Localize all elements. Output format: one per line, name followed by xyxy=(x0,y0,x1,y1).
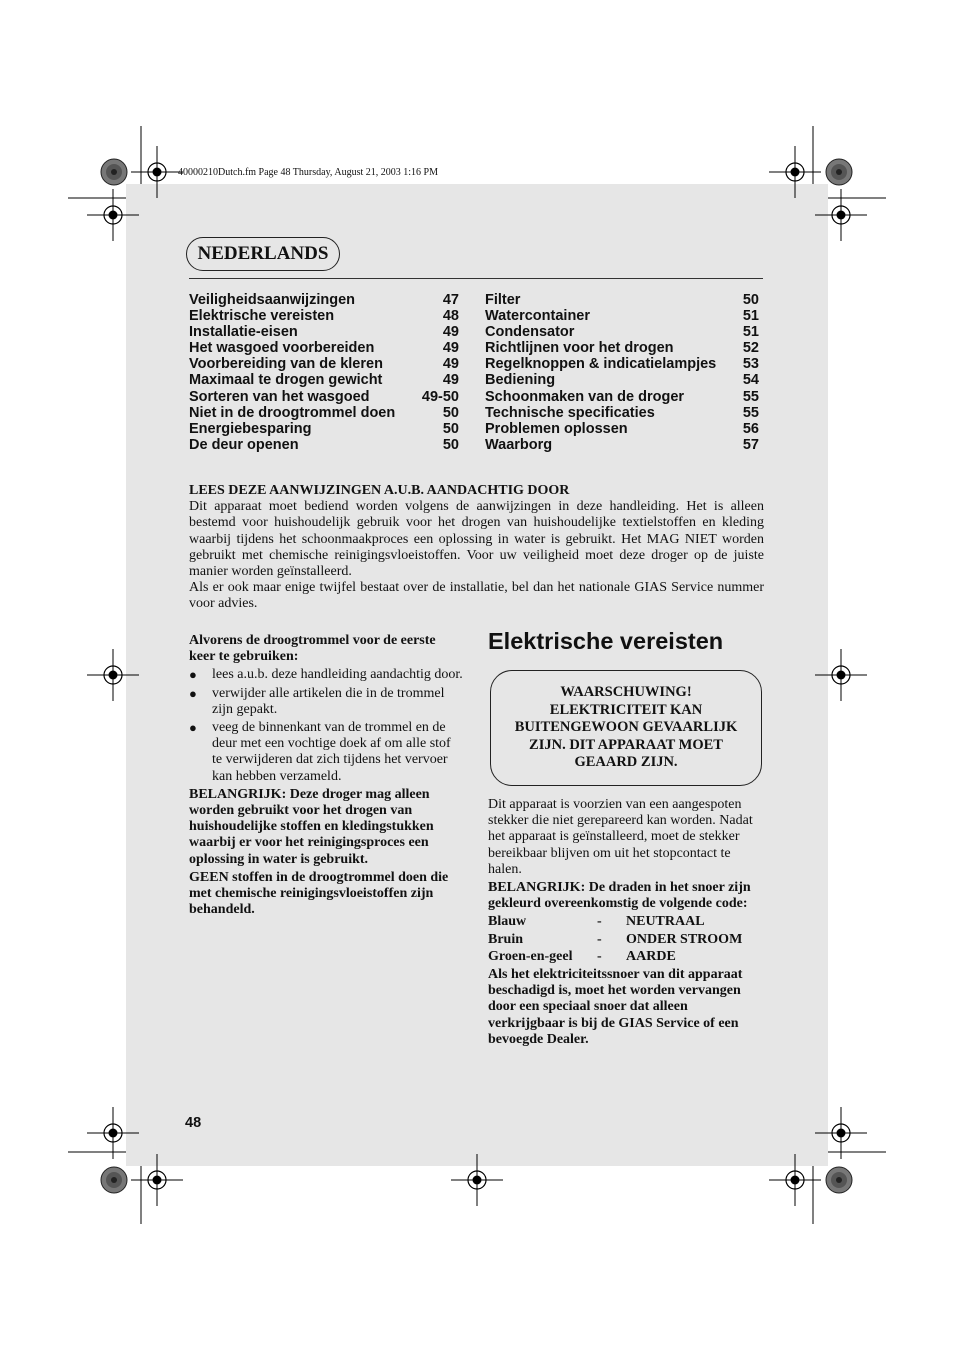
wire-color-table xyxy=(488,913,764,966)
toc-title: Veiligheidsaanwijzingen xyxy=(189,292,355,308)
first-use-section xyxy=(189,633,464,918)
toc-title: Problemen oplossen xyxy=(485,420,628,437)
file-slug: 40000210Dutch.fm Page 48 Thursday, August 21, 2003 1:16 PM xyxy=(178,167,438,178)
toc-page: 49-50 xyxy=(421,388,459,405)
intro-section xyxy=(189,483,764,613)
toc-title: Het wasgoed voorbereiden xyxy=(189,340,375,357)
table-row: Bruin - ONDER STROOM xyxy=(488,931,743,947)
language-label: NEDERLANDS xyxy=(186,237,340,271)
bullet-icon: ● xyxy=(189,720,197,736)
toc-title: Voorbereiding van de kleren xyxy=(189,356,383,373)
toc-entry xyxy=(485,405,759,421)
toc-title: Niet in de droogtrommel doen xyxy=(189,404,396,421)
toc-entry xyxy=(485,308,759,324)
toc-title: Maximaal te drogen gewicht xyxy=(189,372,383,389)
toc-entry xyxy=(189,308,459,324)
section-title: Elektrische vereisten xyxy=(488,628,724,654)
plug-paragraph: Dit apparaat is voorzien van een aangespoten stekker die niet gerepareerd kan worden. Nadat het apparaat is geïnstalleerd, moet de stekker bereikbaar blijven om uit het stopcontact te halen. xyxy=(488,797,753,877)
toc-title: Energiebesparing xyxy=(189,420,312,437)
warning-text: WAARSCHUWING! ELEKTRICITEIT KAN BUITENGEWOON GEVAARLIJK ZIJN. DIT APPARAAT MOET GEAARD ZIJN. xyxy=(514,684,738,771)
toc-title: Elektrische vereisten xyxy=(189,308,335,325)
toc-title: Richtlijnen voor het drogen xyxy=(485,340,674,357)
electrical-section xyxy=(488,797,764,1048)
table-row: Blauw - NEUTRAAL xyxy=(488,914,705,930)
toc-entry xyxy=(485,389,759,405)
toc-page: 50 xyxy=(742,292,759,308)
toc-entry xyxy=(189,324,459,340)
toc-entry xyxy=(189,372,459,388)
intro-heading: LEES DEZE AANWIJZINGEN A.U.B. AANDACHTIG DOOR xyxy=(189,483,570,498)
toc-title: Schoonmaken van de droger xyxy=(485,388,685,405)
list-item: ● lees a.u.b. deze handleiding aandachtig door. xyxy=(189,667,463,683)
toc-page: 51 xyxy=(742,308,759,325)
toc-page: 51 xyxy=(742,324,759,341)
toc-page: 55 xyxy=(742,404,759,421)
toc-page: 49 xyxy=(442,324,459,341)
toc-entry xyxy=(485,356,759,372)
toc-title: Watercontainer xyxy=(485,308,591,325)
toc-entry xyxy=(189,437,459,453)
toc-page: 52 xyxy=(742,340,759,357)
toc-page: 53 xyxy=(742,356,759,373)
wire-code-intro: BELANGRIJK: De draden in het snoer zijn gekleurd overeenkomstig de volgende code: xyxy=(488,880,751,912)
toc-entry xyxy=(189,405,459,421)
page-number: 48 xyxy=(185,1115,202,1131)
toc-page: 56 xyxy=(742,420,759,437)
toc-page: 49 xyxy=(442,356,459,373)
toc-page: 57 xyxy=(742,436,759,453)
toc-title: De deur openen xyxy=(189,436,299,453)
toc-entry xyxy=(485,324,759,340)
toc-page: 49 xyxy=(442,372,459,389)
toc-title: Condensator xyxy=(485,324,575,341)
toc-page: 55 xyxy=(742,388,759,405)
toc-entry xyxy=(485,372,759,388)
toc-entry xyxy=(189,292,459,308)
toc-page: 50 xyxy=(442,420,459,437)
toc-entry xyxy=(485,437,759,453)
bullet-icon: ● xyxy=(189,667,197,683)
toc-entry xyxy=(485,421,759,437)
toc-title: Technische specificaties xyxy=(485,404,655,421)
first-use-heading: Alvorens de droogtrommel voor de eerste keer te gebruiken: xyxy=(189,633,436,665)
toc-entry xyxy=(189,421,459,437)
toc-page: 49 xyxy=(442,340,459,357)
first-use-list xyxy=(189,667,464,784)
toc-entry xyxy=(189,340,459,356)
cord-replacement-note: Als het elektriciteitssnoer van dit apparaat beschadigd is, moet het worden vervangen door een speciaal snoer dat alleen verkrijgbaar is bij de GIAS Service of een bevoegde Dealer. xyxy=(488,966,743,1047)
important-note-2: GEEN stoffen in de droogtrommel doen die met chemische reinigingsvloeistoffen zijn behandeld. xyxy=(189,869,449,918)
intro-paragraph: Dit apparaat moet bediend worden volgens de aanwijzingen in deze handleiding. Het is alleen bestemd voor huishoudelijk gebruik voor het drogen van huishoudelijke textielstoffen en kleding waarbij tijdens het schoonmaakproces een oplossing in water is gebruikt. Het MAG NIET worden gebruikt met chemische reinigingsvloeistoffen. Voor uw veiligheid moet deze droger op de juiste manier worden geïnstalleerd. xyxy=(189,499,764,580)
toc-entry xyxy=(485,340,759,356)
warning-box xyxy=(490,670,762,786)
toc-entry xyxy=(485,292,759,308)
toc-page: 47 xyxy=(442,292,459,308)
toc-title: Bediening xyxy=(485,372,556,389)
bullet-icon: ● xyxy=(189,685,197,701)
toc-right-column xyxy=(485,292,759,453)
toc-page: 50 xyxy=(442,436,459,453)
toc-title: Filter xyxy=(485,292,521,308)
toc-entry xyxy=(189,356,459,372)
table-row: Groen-en-geel - AARDE xyxy=(488,949,676,965)
toc-title: Regelknoppen & indicatielampjes xyxy=(485,356,717,373)
toc-title: Sorteren van het wasgoed xyxy=(189,388,370,405)
header-rule xyxy=(189,278,763,279)
list-item: ● veeg de binnenkant van de trommel en de deur met een vochtige doek af om alle stof te verwijderen dat zich tijdens het vervoer kan hebben verzameld. xyxy=(189,720,451,784)
toc-page: 48 xyxy=(442,308,459,325)
toc-left-column xyxy=(189,292,459,453)
toc-title: Installatie-eisen xyxy=(189,324,298,341)
list-item: ● verwijder alle artikelen die in de trommel zijn gepakt. xyxy=(189,685,445,717)
toc-page: 54 xyxy=(742,372,759,389)
important-note: BELANGRIJK: Deze droger mag alleen worden gebruikt voor het drogen van huishoudelijke stoffen en kledingstukken waarbij er voor het reinigingsproces een oplossing in water is gebruikt. xyxy=(189,786,434,867)
toc-page: 50 xyxy=(442,404,459,421)
toc-entry xyxy=(189,389,459,405)
toc-title: Waarborg xyxy=(485,436,553,453)
intro-paragraph-2: Als er ook maar enige twijfel bestaat over de installatie, bel dan het nationale GIAS Service nummer voor advies. xyxy=(189,580,764,612)
